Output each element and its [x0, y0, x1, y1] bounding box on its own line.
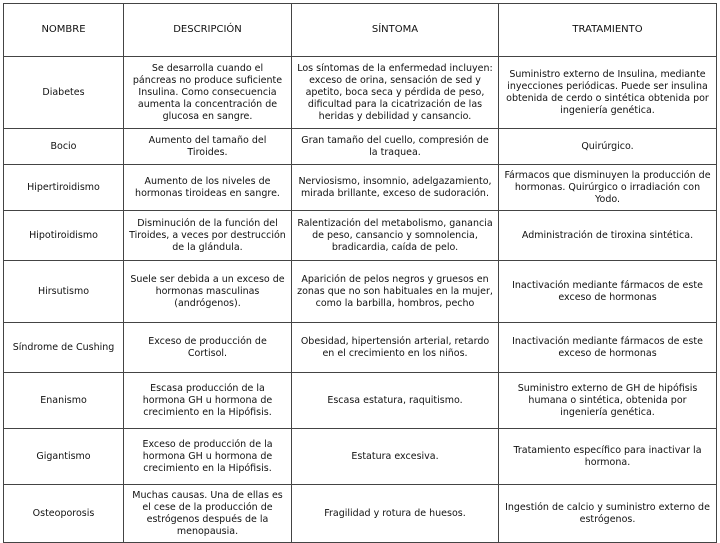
cell-descripcion: Exceso de producción de la hormona GH u hormona de crecimiento en la Hipófisis.	[124, 429, 292, 485]
cell-nombre: Hipertiroidismo	[4, 165, 124, 211]
endocrine-diseases-table-container	[3, 3, 716, 537]
table-row	[4, 165, 717, 211]
table-row	[4, 485, 717, 543]
table-row	[4, 373, 717, 429]
header-row	[4, 4, 717, 57]
cell-sintoma: Los síntomas de la enfermedad incluyen: exceso de orina, sensación de sed y apetito, boca seca y pérdida de peso, dificultad para la cicatrización de las heridas y debilidad y cansancio.	[292, 57, 499, 129]
cell-nombre: Gigantismo	[4, 429, 124, 485]
cell-tratamiento: Administración de tiroxina sintética.	[499, 211, 717, 261]
cell-tratamiento: Suministro externo de GH de hipófisis humana o sintética, obtenida por ingeniería genética.	[499, 373, 717, 429]
cell-descripcion: Escasa producción de la hormona GH u hormona de crecimiento en la Hipófisis.	[124, 373, 292, 429]
endocrine-diseases-table	[3, 3, 717, 543]
cell-descripcion: Aumento de los niveles de hormonas tiroideas en sangre.	[124, 165, 292, 211]
cell-tratamiento: Quirúrgico.	[499, 129, 717, 165]
cell-descripcion: Exceso de producción de Cortisol.	[124, 323, 292, 373]
cell-sintoma: Obesidad, hipertensión arterial, retardo en el crecimiento en los niños.	[292, 323, 499, 373]
cell-sintoma: Gran tamaño del cuello, compresión de la traquea.	[292, 129, 499, 165]
cell-descripcion: Disminución de la función del Tiroides, a veces por destrucción de la glándula.	[124, 211, 292, 261]
table-row	[4, 429, 717, 485]
cell-nombre: Bocio	[4, 129, 124, 165]
table-row	[4, 323, 717, 373]
table-row	[4, 57, 717, 129]
header-descripcion: DESCRIPCIÓN	[124, 4, 292, 57]
cell-nombre: Hirsutismo	[4, 261, 124, 323]
cell-sintoma: Aparición de pelos negros y gruesos en zonas que no son habituales en la mujer, como la barbilla, hombros, pecho	[292, 261, 499, 323]
table-row	[4, 129, 717, 165]
cell-descripcion: Se desarrolla cuando el páncreas no produce suficiente Insulina. Como consecuencia aumenta la concentración de glucosa en sangre.	[124, 57, 292, 129]
header-nombre: NOMBRE	[4, 4, 124, 57]
header-tratamiento: TRATAMIENTO	[499, 4, 717, 57]
cell-tratamiento: Tratamiento específico para inactivar la hormona.	[499, 429, 717, 485]
table-row	[4, 211, 717, 261]
cell-sintoma: Fragilidad y rotura de huesos.	[292, 485, 499, 543]
cell-tratamiento: Suministro externo de Insulina, mediante inyecciones periódicas. Puede ser insulina obtenida de cerdo o sintética obtenida por ingeniería genética.	[499, 57, 717, 129]
cell-descripcion: Aumento del tamaño del Tiroides.	[124, 129, 292, 165]
header-sintoma: SÍNTOMA	[292, 4, 499, 57]
cell-descripcion: Muchas causas. Una de ellas es el cese de la producción de estrógenos después de la menopausia.	[124, 485, 292, 543]
cell-nombre: Hipotiroidismo	[4, 211, 124, 261]
cell-nombre: Diabetes	[4, 57, 124, 129]
cell-descripcion: Suele ser debida a un exceso de hormonas masculinas (andrógenos).	[124, 261, 292, 323]
cell-tratamiento: Inactivación mediante fármacos de este exceso de hormonas	[499, 323, 717, 373]
cell-nombre: Osteoporosis	[4, 485, 124, 543]
cell-sintoma: Estatura excesiva.	[292, 429, 499, 485]
cell-nombre: Enanismo	[4, 373, 124, 429]
table-row	[4, 261, 717, 323]
cell-tratamiento: Inactivación mediante fármacos de este exceso de hormonas	[499, 261, 717, 323]
cell-nombre: Síndrome de Cushing	[4, 323, 124, 373]
cell-sintoma: Escasa estatura, raquitismo.	[292, 373, 499, 429]
cell-sintoma: Ralentización del metabolismo, ganancia de peso, cansancio y somnolencia, bradicardia, caída de pelo.	[292, 211, 499, 261]
cell-tratamiento: Ingestión de calcio y suministro externo de estrógenos.	[499, 485, 717, 543]
cell-sintoma: Nerviosismo, insomnio, adelgazamiento, mirada brillante, exceso de sudoración.	[292, 165, 499, 211]
cell-tratamiento: Fármacos que disminuyen la producción de hormonas. Quirúrgico o irradiación con Yodo.	[499, 165, 717, 211]
